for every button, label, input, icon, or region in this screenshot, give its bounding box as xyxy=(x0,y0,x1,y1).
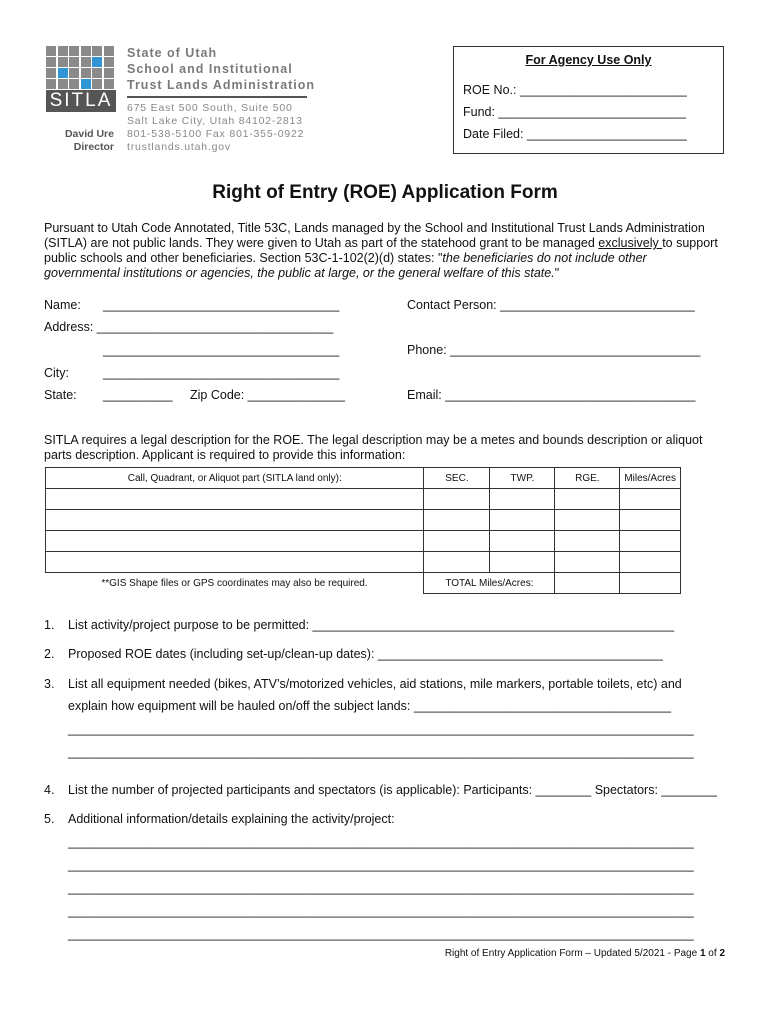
legal-description-text xyxy=(44,433,734,463)
table-header-row xyxy=(46,468,681,489)
table-cell[interactable] xyxy=(424,489,490,510)
q4-participants[interactable]: List the number of projected participants and spectators (is applicable): Participants: ________ Spectators: ________ xyxy=(68,783,718,797)
table-cell[interactable] xyxy=(424,552,490,573)
table-footer-row xyxy=(46,573,681,594)
intro-underline: exclusively xyxy=(598,236,663,250)
logo-tile xyxy=(104,79,114,89)
logo-tile xyxy=(46,46,56,56)
col-header-rge: RGE. xyxy=(555,468,620,489)
logo-tile xyxy=(58,46,68,56)
org-name xyxy=(127,45,315,93)
q5-blank-line[interactable]: __________________________________________________________________________________________ xyxy=(68,927,694,941)
total-cell[interactable] xyxy=(620,573,681,594)
table-row xyxy=(46,552,681,573)
logo-tile xyxy=(104,57,114,67)
sitla-logo xyxy=(46,46,116,116)
city-input[interactable]: __________________________________ xyxy=(103,366,340,380)
director-name: David Ure xyxy=(64,128,114,140)
logo-tile xyxy=(81,57,91,67)
table-cell[interactable] xyxy=(46,552,424,573)
address-line: 801-538-5100 Fax 801-355-0922 xyxy=(127,128,305,140)
legal-description-table xyxy=(45,467,681,594)
table-cell[interactable] xyxy=(555,531,620,552)
table-cell[interactable] xyxy=(555,552,620,573)
logo-tile xyxy=(104,68,114,78)
logo-tile xyxy=(46,57,56,67)
logo-tile xyxy=(69,68,79,78)
intro-text: public schools and other beneficiaries. Section 53C-1-102(2)(d) states: " xyxy=(44,251,443,265)
director-title: Director xyxy=(73,141,114,153)
table-cell[interactable] xyxy=(46,510,424,531)
table-cell[interactable] xyxy=(490,531,555,552)
name-input[interactable]: __________________________________ xyxy=(103,298,340,312)
col-header-twp: TWP. xyxy=(490,468,555,489)
logo-grid xyxy=(46,46,116,90)
table-cell[interactable] xyxy=(490,510,555,531)
table-cell[interactable] xyxy=(490,552,555,573)
q3-equipment: List all equipment needed (bikes, ATV’s/motorized vehicles, aid stations, mile markers, portable toilets, etc) and xyxy=(68,677,682,691)
page-title: Right of Entry (ROE) Application Form xyxy=(212,182,558,203)
table-row xyxy=(46,531,681,552)
table-cell[interactable] xyxy=(424,510,490,531)
table-cell[interactable] xyxy=(620,489,681,510)
roe-no-field[interactable]: ROE No.: ________________________ xyxy=(463,83,687,97)
city-label: City: xyxy=(44,366,69,380)
q4-number: 4. xyxy=(44,783,55,797)
table-row xyxy=(46,510,681,531)
table-cell[interactable] xyxy=(46,531,424,552)
logo-tile xyxy=(69,57,79,67)
date-filed-field[interactable]: Date Filed: _______________________ xyxy=(463,127,687,141)
q3-equipment-hauling[interactable]: explain how equipment will be hauled on/off the subject lands: _____________________________________ xyxy=(68,699,672,713)
footer-total: 2 xyxy=(719,948,725,959)
q3-blank-line[interactable]: __________________________________________________________________________________________ xyxy=(68,722,694,736)
intro-line: Pursuant to Utah Code Annotated, Title 53C, Lands managed by the School and Institutional Trust Lands Administration xyxy=(44,221,705,235)
intro-line xyxy=(44,266,734,281)
logo-tile xyxy=(92,68,102,78)
logo-tile xyxy=(92,79,102,89)
agency-use-box xyxy=(453,46,724,154)
intro-paragraph xyxy=(44,221,734,281)
logo-tile xyxy=(69,46,79,56)
q5-blank-line[interactable]: __________________________________________________________________________________________ xyxy=(68,881,694,895)
logo-tile xyxy=(58,68,68,78)
logo-tile xyxy=(58,79,68,89)
footer-page: 1 xyxy=(699,948,706,959)
col-header-miles: Miles/Acres xyxy=(620,468,681,489)
q5-blank-line[interactable]: __________________________________________________________________________________________ xyxy=(68,835,694,849)
footer-of: of xyxy=(705,948,720,959)
logo-tile xyxy=(58,57,68,67)
intro-text: to support xyxy=(662,236,718,250)
email-input[interactable]: Email: ____________________________________ xyxy=(407,388,696,402)
col-header-call: Call, Quadrant, or Aliquot part (SITLA land only): xyxy=(46,468,424,489)
logo-tile xyxy=(81,79,91,89)
agency-title: For Agency Use Only xyxy=(525,53,652,67)
table-cell[interactable] xyxy=(46,489,424,510)
fund-field[interactable]: Fund: ___________________________ xyxy=(463,105,687,119)
table-cell[interactable] xyxy=(555,510,620,531)
q5-blank-line[interactable]: __________________________________________________________________________________________ xyxy=(68,904,694,918)
state-label: State: xyxy=(44,388,77,402)
org-line: School and Institutional xyxy=(127,62,293,76)
name-label: Name: xyxy=(44,298,81,312)
gis-footnote: **GIS Shape files or GPS coordinates may also be required. xyxy=(101,577,368,589)
logo-tile xyxy=(92,46,102,56)
address-line: 675 East 500 South, Suite 500 xyxy=(127,102,293,114)
legal-line: parts description. Applicant is required to provide this information: xyxy=(44,448,406,462)
logo-tile xyxy=(92,57,102,67)
logo-tile xyxy=(81,68,91,78)
intro-text: " xyxy=(554,266,560,280)
total-miles-label: TOTAL Miles/Acres: xyxy=(424,573,555,594)
intro-quote: governmental institutions or agencies, the public at large, or the general welfare of this state. xyxy=(44,266,555,280)
address-input[interactable]: Address: __________________________________ xyxy=(44,320,334,334)
org-line: State of Utah xyxy=(127,46,218,60)
col-header-sec: SEC. xyxy=(424,468,490,489)
address-line: trustlands.utah.gov xyxy=(127,141,231,153)
q1-number: 1. xyxy=(44,618,55,632)
q5-blank-line[interactable]: __________________________________________________________________________________________ xyxy=(68,858,694,872)
org-line: Trust Lands Administration xyxy=(127,78,316,92)
phone-input[interactable]: Phone: ____________________________________ xyxy=(407,343,701,357)
table-cell[interactable] xyxy=(620,510,681,531)
page-footer xyxy=(445,948,725,959)
org-address xyxy=(127,102,304,154)
footer-text: Right of Entry Application Form – Updated 5/2021 - Page xyxy=(444,948,700,959)
logo-tile xyxy=(46,68,56,78)
intro-line xyxy=(44,251,734,266)
total-cell[interactable] xyxy=(555,573,620,594)
table-row xyxy=(46,489,681,510)
state-input[interactable]: __________ xyxy=(103,388,173,402)
q1-activity-purpose[interactable]: List activity/project purpose to be permitted: ____________________________________________________ xyxy=(68,618,675,632)
q3-blank-line[interactable]: __________________________________________________________________________________________ xyxy=(68,745,694,759)
q5-additional-info: Additional information/details explaining the activity/project: xyxy=(68,812,395,826)
table-cell[interactable] xyxy=(490,489,555,510)
address-line2-input[interactable]: __________________________________ xyxy=(103,343,340,357)
table-cell[interactable] xyxy=(424,531,490,552)
header-divider xyxy=(127,96,307,98)
table-cell[interactable] xyxy=(620,552,681,573)
q3-number: 3. xyxy=(44,677,55,691)
director-block xyxy=(46,128,114,154)
intro-line xyxy=(44,236,734,251)
legal-line: SITLA requires a legal description for the ROE. The legal description may be a metes and bounds description or aliquot xyxy=(44,433,703,447)
logo-tile xyxy=(81,46,91,56)
q5-number: 5. xyxy=(44,812,55,826)
q2-number: 2. xyxy=(44,647,55,661)
table-cell[interactable] xyxy=(555,489,620,510)
q2-roe-dates[interactable]: Proposed ROE dates (including set-up/clean-up dates): _________________________________________ xyxy=(68,647,663,661)
zip-code-input[interactable]: Zip Code: ______________ xyxy=(190,388,345,402)
logo-tile xyxy=(46,79,56,89)
contact-person-input[interactable]: Contact Person: ____________________________ xyxy=(407,298,695,312)
table-cell[interactable] xyxy=(620,531,681,552)
intro-text: (SITLA) are not public lands. They were given to Utah as part of the statehood grant to be managed xyxy=(44,236,599,250)
logo-tile xyxy=(69,79,79,89)
address-line: Salt Lake City, Utah 84102-2813 xyxy=(127,115,303,127)
intro-quote: the beneficiaries do not include other xyxy=(442,251,647,265)
logo-text: SITLA xyxy=(46,90,116,112)
logo-tile xyxy=(104,46,114,56)
